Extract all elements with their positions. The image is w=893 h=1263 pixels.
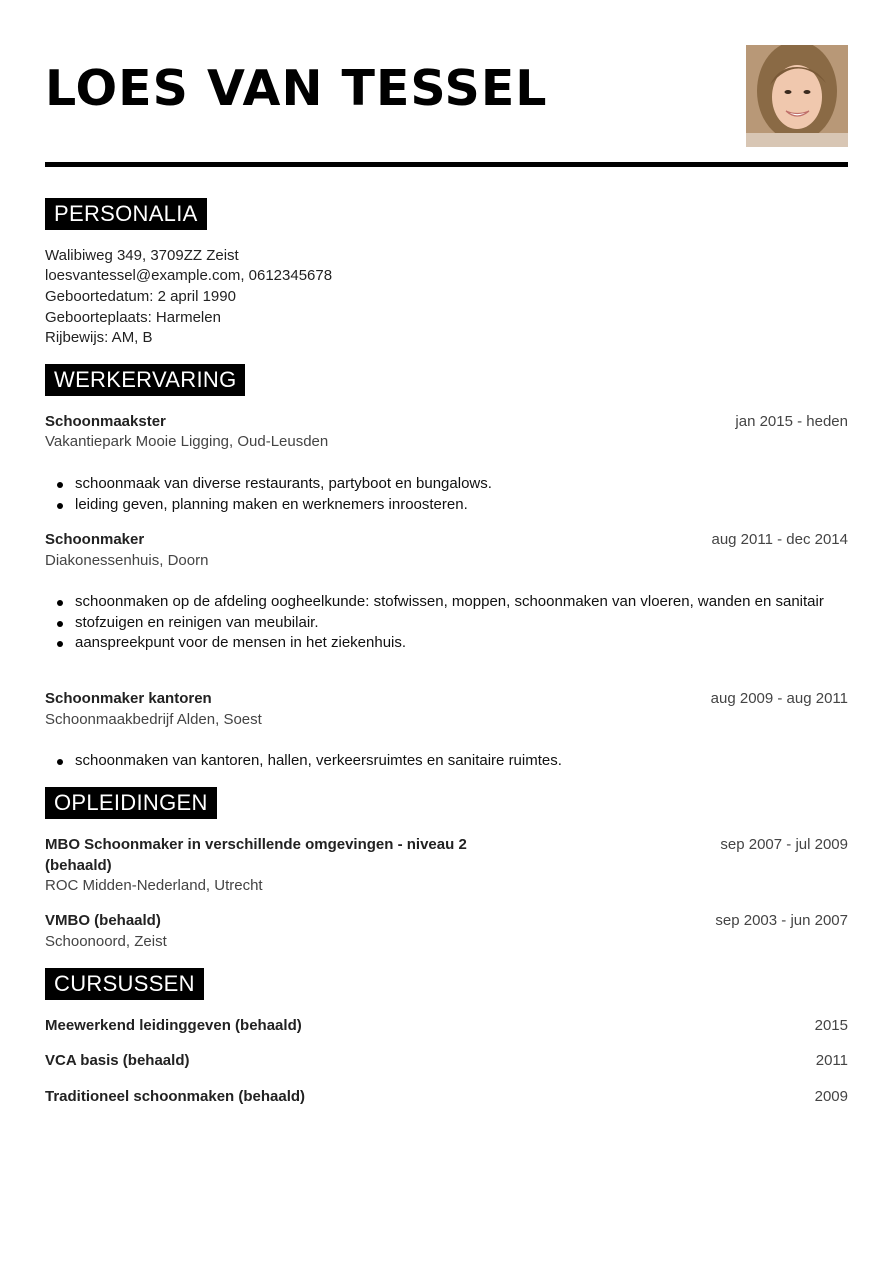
course-title: VCA basis (behaald) [45,1052,190,1069]
education-school: Schoonoord, Zeist [45,933,167,950]
job-company: Vakantiepark Mooie Ligging, Oud-Leusden [45,433,329,450]
job-period: aug 2009 - aug 2011 [710,690,848,707]
course-year: 2009 [814,1088,848,1105]
job-company: Schoonmaakbedrijf Alden, Soest [45,711,262,728]
personal-birthdate: Geboortedatum: 2 april 1990 [45,288,236,305]
header-divider [45,162,848,167]
job-company: Diakonessenhuis, Doorn [45,552,209,569]
section-title-werkervaring: WERKERVARING [45,364,245,396]
education-title: VMBO (behaald) [45,912,161,929]
personal-birthplace: Geboorteplaats: Harmelen [45,309,221,326]
job-title: Schoonmaker kantoren [45,690,212,707]
job-duty: schoonmaken van kantoren, hallen, verkeersruimtes en sanitaire ruimtes. [45,751,848,772]
section-title-cursussen: CURSUSSEN [45,968,204,1000]
job-duties-list [45,474,848,515]
section-title-opleidingen: OPLEIDINGEN [45,787,217,819]
course-title: Traditioneel schoonmaken (behaald) [45,1088,306,1105]
personal-license: Rijbewijs: AM, B [45,329,153,346]
job-period: jan 2015 - heden [735,413,848,430]
personal-address: Walibiweg 349, 3709ZZ Zeist [45,247,239,264]
job-duty: leiding geven, planning maken en werknemers inroosteren. [45,495,848,516]
job-duties-list [45,592,848,654]
job-title: Schoonmaker [45,531,145,548]
personal-contact: loesvantessel@example.com, 0612345678 [45,267,333,284]
job-duty: schoonmaken op de afdeling oogheelkunde: stofwissen, moppen, schoonmaken van vloeren, wanden en sanitair [45,592,848,613]
job-duties-list [45,751,848,772]
education-school: ROC Midden-Nederland, Utrecht [45,877,263,894]
job-duty: schoonmaak van diverse restaurants, partyboot en bungalows. [45,474,848,495]
education-period: sep 2007 - jul 2009 [720,836,848,853]
job-period: aug 2011 - dec 2014 [711,531,848,548]
job-duty: stofzuigen en reinigen van meubilair. [45,613,848,634]
candidate-name: LOES VAN TESSEL [45,60,548,117]
course-year: 2015 [814,1017,848,1034]
job-title: Schoonmaakster [45,413,166,430]
profile-photo [746,45,848,147]
course-year: 2011 [815,1052,848,1069]
section-title-personalia: PERSONALIA [45,198,207,230]
course-title: Meewerkend leidinggeven (behaald) [45,1017,302,1034]
education-title: MBO Schoonmaker in verschillende omgevingen - niveau 2 (behaald) [45,836,467,874]
education-period: sep 2003 - jun 2007 [715,912,848,929]
job-duty: aanspreekpunt voor de mensen in het ziekenhuis. [45,633,848,654]
